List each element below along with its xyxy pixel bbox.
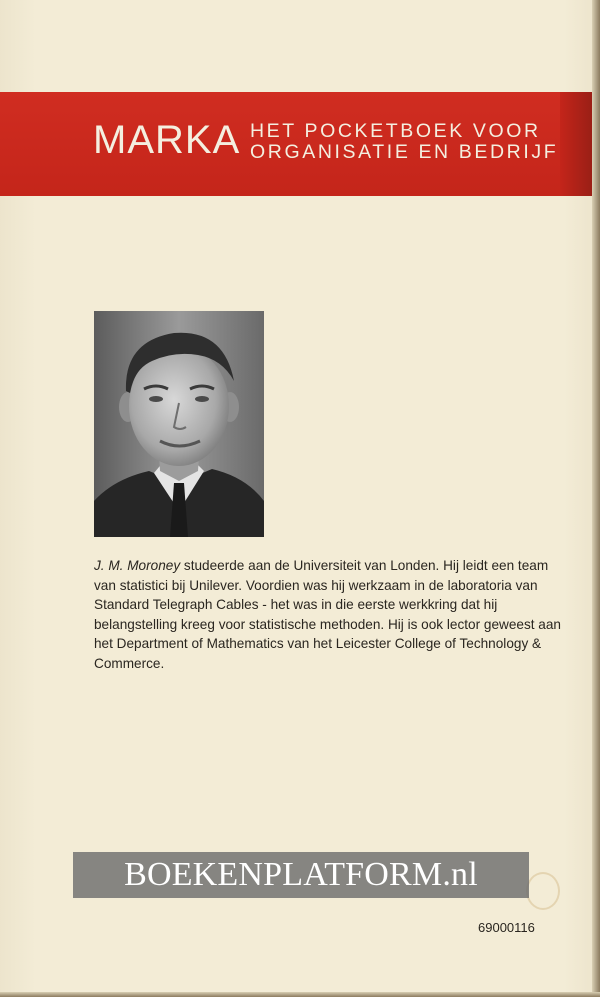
series-band-shadow — [560, 92, 592, 196]
tagline-line-2: ORGANISATIE EN BEDRIJF — [250, 141, 559, 163]
series-tagline — [250, 121, 558, 163]
catalog-number: 69000116 — [478, 920, 535, 935]
bottom-edge-shadow — [0, 992, 600, 997]
author-photo — [94, 311, 264, 537]
series-name: MARKA — [93, 118, 241, 162]
author-bio-text: studeerde aan de Universiteit van Londen. Hij leidt een team van statistici bij Unilever. Voordien was hij werkzaam in de laboratoria van Standard Telegraph Cables - het was in die eerste werkkring dat hij belangstelling kreeg voor statistische methoden. Hij is ook lector geweest aan het Department of Mathematics van het Leicester College of Technology & Commerce. — [94, 558, 561, 671]
watermark-label: BOEKENPLATFORM.nl — [73, 852, 529, 898]
right-edge-shadow — [592, 0, 600, 997]
author-bio — [94, 556, 564, 673]
stain-mark — [526, 872, 560, 910]
author-name: J. M. Moroney — [94, 558, 181, 573]
tagline-line-1: HET POCKETBOEK VOOR — [250, 120, 541, 142]
